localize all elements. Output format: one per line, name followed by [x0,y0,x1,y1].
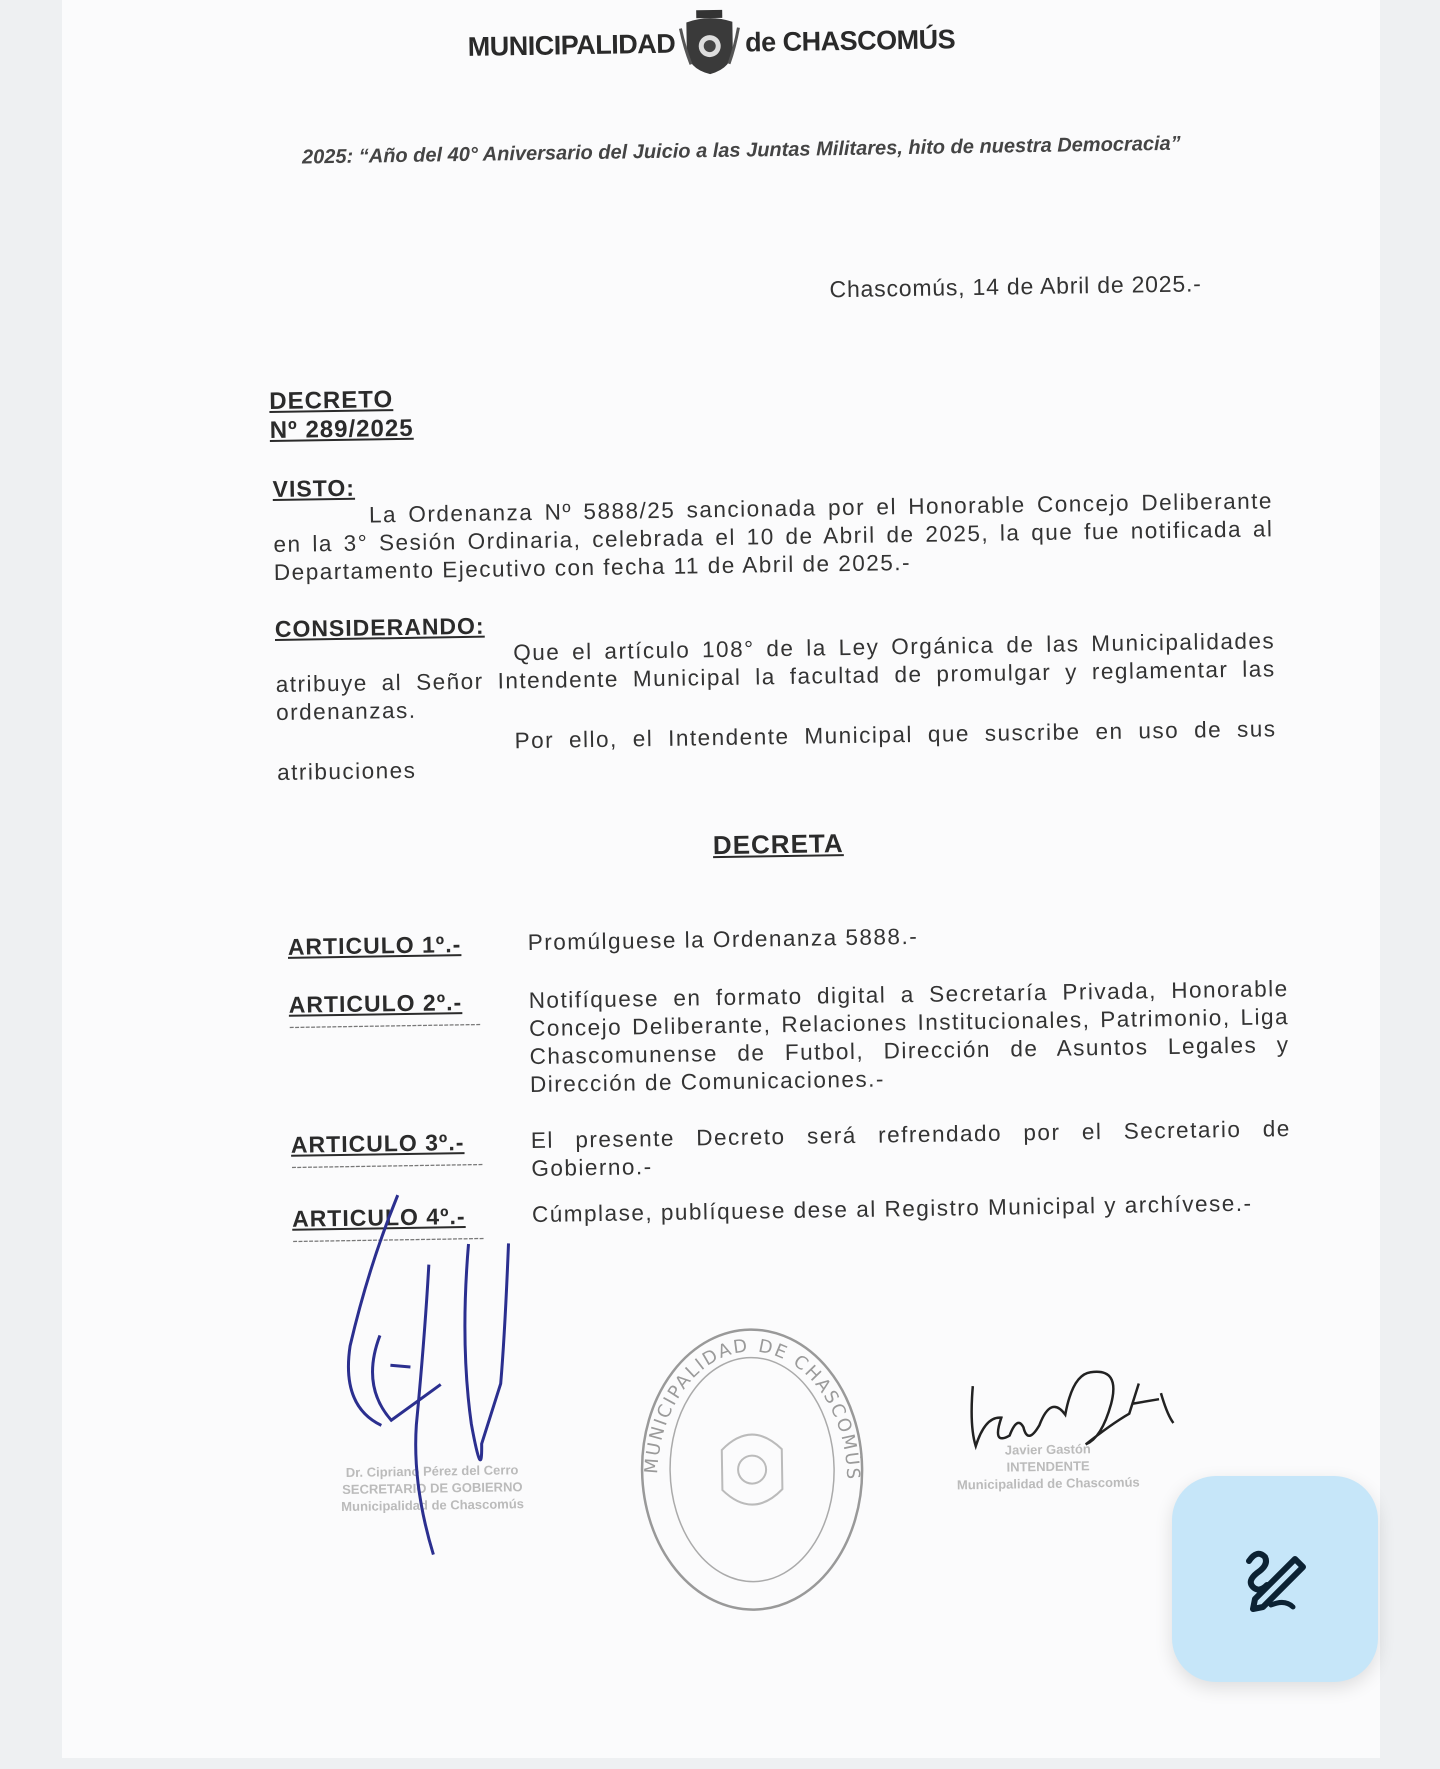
left-signature-icon [328,1183,554,1566]
article-text: El presente Decreto será refrendado por el Secretario de Gobierno.- [530,1116,1291,1182]
article-1 [288,917,1288,962]
article-3: ARTICULO 3º.- ------------------------------------ El presente Decreto será refrendado por el Secretario de Gobierno.- [290,1116,1291,1182]
left-signer-title: SECRETARIO DE GOBIERNO [342,1479,523,1498]
visto-heading: VISTO: [272,474,356,502]
article-text: Cúmplase, publíquese dese al Registro Municipal y archívese.- [531,1190,1253,1228]
article-4: ARTICULO 4º.- ------------------------------------ Cúmplase, publíquese dese al Registro Municipal y archívese.- [292,1189,1293,1250]
left-signer-org: Municipalidad de Chascomús [341,1496,525,1515]
place-date: Chascomús, 14 de Abril de 2025.- [829,270,1202,303]
letterhead-right: de CHASCOMÚS [744,23,956,58]
sign-pen-icon [1235,1539,1315,1619]
sign-document-button[interactable] [1172,1476,1378,1682]
considerando-section [275,599,1278,787]
article-text: Promúlguese la Ordenanza 5888.- [527,923,919,956]
year-motto: 2025: “Año del 40° Aniversario del Juicio a las Juntas Militares, hito de nuestra Democracia” [301,132,1181,169]
visto-section [272,459,1274,587]
decree-label: DECRETO [269,386,394,416]
right-signer-title: INTENDENTE [1006,1458,1090,1475]
right-signer-org: Municipalidad de Chascomús [956,1474,1140,1493]
right-signature-icon [960,1353,1182,1466]
por-ello-text: Por ello, el Intendente Municipal que suscribe en uso de sus atribuciones [276,716,1277,785]
decreta-heading: DECRETA [712,828,844,861]
svg-text:MUNICIPALIDAD DE CHASCOMÚS [639,1334,864,1485]
right-signer-name: Javier Gastón [1004,1441,1091,1458]
considerando-heading: CONSIDERANDO: [274,612,485,642]
left-signer-name: Dr. Cipriano Pérez del Cerro [345,1462,519,1480]
article-label: ARTICULO 3º.- [290,1129,465,1158]
letterhead-left: MUNICIPALIDAD [467,28,676,62]
decree-title [269,385,414,445]
visto-text: La Ordenanza Nº 5888/25 sancionada por el Honorable Concejo Deliberante en la 3° Sesión Ordinaria, celebrada el 10 de Abril de 2025, la que fue notificada al Departamento Ejecutivo con fecha 11 de Abril de 2025.- [273,488,1274,585]
article-label: ARTICULO 2º.- [288,989,463,1018]
article-label: ARTICULO 4º.- [291,1203,466,1232]
article-label: ARTICULO 1º.- [287,931,462,960]
municipal-crest-icon [679,8,742,79]
decree-number: Nº 289/2025 [269,414,414,445]
considerando-text: Que el artículo 108° de la Ley Orgánica de las Municipalidades atribuye al Señor Intendente Municipal la facultad de promulgar y reglamentar las ordenanzas. [275,628,1276,725]
official-seal-icon [630,1318,875,1622]
article-text: Notifíquese en formato digital a Secretaría Privada, Honorable Concejo Deliberante, Relaciones Institucionales, Patrimonio, Liga Chascomunense de Futbol, Dirección de Asuntos Legales y Dirección de Comunicaciones.- [528,976,1290,1098]
seal-text: MUNICIPALIDAD DE CHASCOMÚS [641,1335,864,1482]
letterhead [467,4,956,82]
article-2: ARTICULO 2º.- ------------------------------------ Notifíquese en formato digital a Secretaría Privada, Honorable Concejo Deliberante, Relaciones Institucionales, Patrimonio, Liga Chascomunense de Futbol, Dirección de Asuntos Legales y Dirección de Comunicaciones.- [288,976,1290,1098]
